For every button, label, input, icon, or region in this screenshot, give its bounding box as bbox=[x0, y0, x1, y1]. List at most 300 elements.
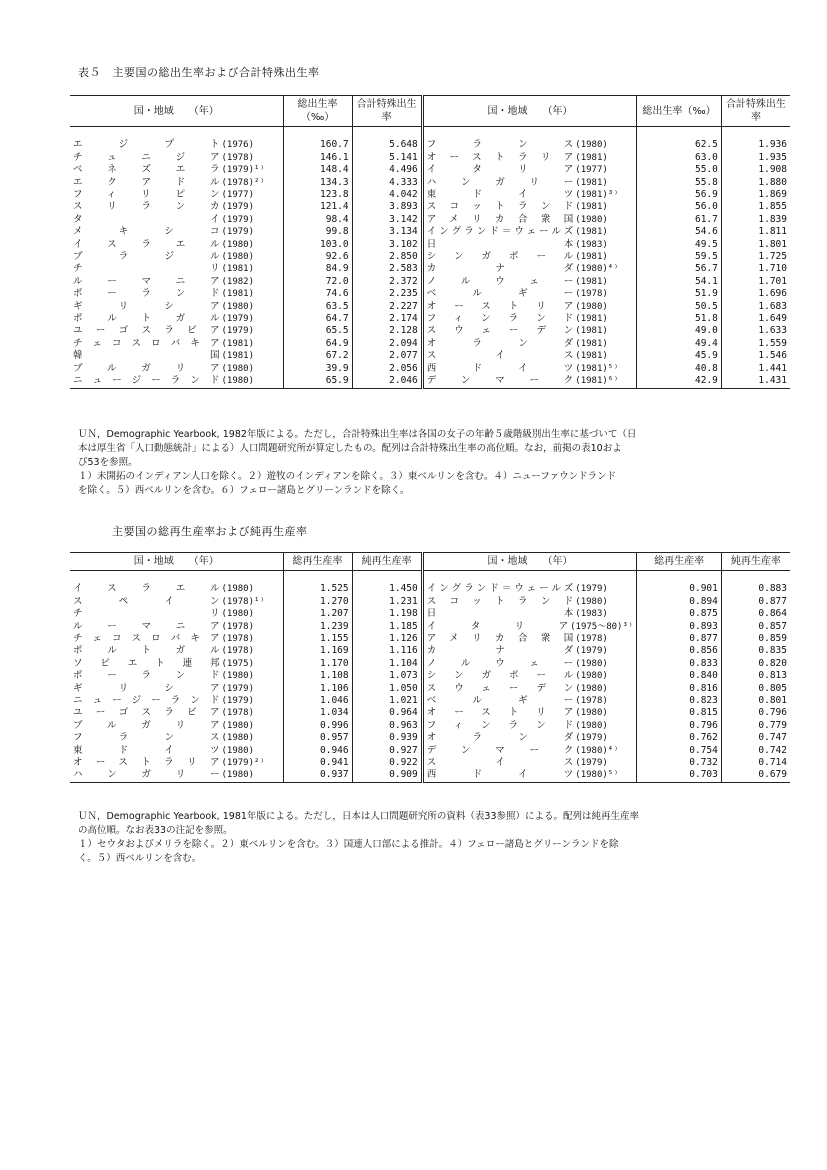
country-year: (1980) bbox=[221, 733, 255, 744]
country-name: ルーマニア bbox=[73, 620, 220, 632]
left-cbr-cell: 160.7 bbox=[283, 139, 352, 151]
left-cbr-cell: 64.9 bbox=[283, 338, 352, 350]
table-row bbox=[70, 720, 790, 732]
table-row bbox=[70, 375, 790, 388]
country-name: スリランカ bbox=[73, 201, 220, 213]
left-nrr-cell: 1.185 bbox=[352, 621, 422, 633]
country-name: イスラエル bbox=[73, 583, 220, 595]
left-grr-cell: 0.946 bbox=[283, 745, 352, 757]
left-tfr-cell: 3.142 bbox=[352, 214, 422, 226]
t1-note-line: 本は厚生省「人口動態統計」による）人口問題研究所が算定したもの。配列は合計特殊出生率の高位順。なお，前掲の表10およ bbox=[78, 443, 622, 454]
country-name: 日本 bbox=[426, 608, 574, 620]
country-name: オランダ bbox=[426, 337, 574, 349]
left-country-cell bbox=[70, 596, 283, 608]
country-name: スイス bbox=[426, 350, 574, 362]
left-nrr-cell: 0.963 bbox=[352, 720, 422, 732]
country-year: (1983) bbox=[575, 609, 608, 620]
left-country-cell bbox=[70, 363, 283, 375]
right-grr-cell: 0.856 bbox=[637, 645, 722, 657]
country-year: (1979) bbox=[575, 758, 608, 769]
right-tfr-cell: 1.683 bbox=[758, 300, 787, 312]
right-tfr-cell: 1.633 bbox=[758, 325, 787, 337]
country-year: (1980) bbox=[575, 658, 608, 669]
left-country-cell bbox=[70, 645, 283, 657]
table-row bbox=[70, 645, 790, 657]
right-grr-cell: 0.901 bbox=[637, 583, 722, 595]
right-cbr-cell: 42.9 bbox=[637, 375, 722, 388]
right-country-cell bbox=[422, 189, 637, 201]
right-tfr-cell: 1.701 bbox=[758, 275, 787, 287]
right-cbr-cell: 63.0 bbox=[637, 152, 722, 164]
left-nrr-cell: 0.927 bbox=[352, 745, 422, 757]
country-name: ハンガリー bbox=[426, 176, 574, 188]
table-row bbox=[70, 363, 790, 375]
table-row bbox=[70, 177, 790, 189]
left-tfr-cell: 3.893 bbox=[352, 201, 422, 213]
country-year: (1975) bbox=[221, 658, 255, 669]
left-country-cell bbox=[70, 177, 283, 189]
left-grr-cell: 1.170 bbox=[283, 658, 352, 670]
left-cbr-cell: 64.7 bbox=[283, 313, 352, 325]
right-grr-cell: 0.732 bbox=[637, 757, 722, 769]
left-nrr-cell: 1.104 bbox=[352, 658, 422, 670]
left-grr-cell: 1.270 bbox=[283, 596, 352, 608]
left-country-cell bbox=[70, 350, 283, 362]
left-nrr-cell: 1.198 bbox=[352, 608, 422, 620]
right-grr-cell: 0.877 bbox=[637, 633, 722, 645]
country-name: カナダ bbox=[426, 645, 574, 657]
table-row bbox=[70, 732, 790, 744]
country-name: ポルトガル bbox=[73, 645, 220, 657]
left-cbr-cell: 134.3 bbox=[283, 177, 352, 189]
country-year: (1979) bbox=[221, 326, 255, 337]
right-country-cell bbox=[422, 152, 637, 164]
left-grr-cell: 0.996 bbox=[283, 720, 352, 732]
left-country-cell bbox=[70, 707, 283, 719]
table-row bbox=[70, 596, 790, 608]
country-name: ブラジル bbox=[73, 251, 220, 263]
right-country-cell bbox=[422, 745, 637, 757]
country-year: (1979) bbox=[575, 584, 608, 595]
left-tfr-cell: 5.648 bbox=[352, 139, 422, 151]
country-name: ポーランド bbox=[73, 670, 220, 682]
country-year: (1978) bbox=[221, 634, 255, 645]
right-cbr-cell: 56.9 bbox=[637, 189, 722, 201]
right-cbr-cell: 51.8 bbox=[637, 313, 722, 325]
table-row bbox=[70, 201, 790, 213]
country-name: デンマーク bbox=[426, 375, 574, 387]
table2-notes bbox=[78, 810, 788, 866]
left-country-cell bbox=[70, 745, 283, 757]
country-year: (1980) bbox=[575, 683, 608, 694]
country-name: シンガポール bbox=[426, 251, 574, 263]
right-cbr-cell: 62.5 bbox=[637, 139, 722, 151]
table1-notes bbox=[78, 428, 788, 498]
right-cbr-cell: 49.0 bbox=[637, 325, 722, 337]
right-country-cell bbox=[422, 164, 637, 176]
right-nrr-cell: 0.714 bbox=[758, 757, 787, 769]
right-nrr-cell: 0.801 bbox=[758, 695, 787, 707]
country-name: ニュージーランド bbox=[73, 695, 220, 707]
country-year: (1980) bbox=[575, 214, 608, 225]
left-cbr-cell: 123.8 bbox=[283, 189, 352, 201]
table-row bbox=[70, 350, 790, 362]
right-country-cell bbox=[422, 375, 637, 388]
t1-note-line: １）未開拓のインディアン人口を除く。２）遊牧のインディアンを除く。３）東ベルリンを含む。４）ニューファウンドランド bbox=[78, 471, 617, 482]
country-year: (1980) bbox=[221, 609, 255, 620]
country-name: フランス bbox=[73, 732, 220, 744]
left-grr-cell: 1.525 bbox=[283, 583, 352, 595]
country-year: (1980) bbox=[221, 363, 255, 374]
country-name: スコットランド bbox=[426, 201, 574, 213]
country-name: ノルウェー bbox=[426, 657, 574, 669]
left-country-cell bbox=[70, 338, 283, 350]
left-country-cell bbox=[70, 670, 283, 682]
country-year: (1980) bbox=[221, 745, 255, 756]
left-country-cell bbox=[70, 633, 283, 645]
right-country-cell bbox=[422, 276, 637, 288]
country-name: オーストラリア bbox=[426, 151, 574, 163]
country-year: (1979) bbox=[221, 683, 255, 694]
right-tfr-cell: 1.725 bbox=[758, 251, 787, 263]
right-nrr-cell: 0.779 bbox=[758, 719, 787, 731]
t2-header-nrr-right: 純再生産率 bbox=[730, 556, 781, 567]
left-grr-cell: 1.207 bbox=[283, 608, 352, 620]
left-grr-cell: 0.957 bbox=[283, 732, 352, 744]
left-nrr-cell: 1.126 bbox=[352, 633, 422, 645]
left-tfr-cell: 5.141 bbox=[352, 152, 422, 164]
left-grr-cell: 1.155 bbox=[283, 633, 352, 645]
right-nrr-cell: 0.742 bbox=[758, 744, 787, 756]
country-year: (1979) bbox=[221, 214, 255, 225]
country-year: (1981)⁵⁾ bbox=[575, 363, 619, 374]
country-year: (1981) bbox=[221, 264, 255, 275]
left-cbr-cell: 74.6 bbox=[283, 288, 352, 300]
left-grr-cell: 1.046 bbox=[283, 695, 352, 707]
right-nrr-cell: 0.796 bbox=[758, 707, 787, 719]
right-country-cell bbox=[422, 621, 637, 633]
right-country-cell bbox=[422, 670, 637, 682]
country-year: (1976) bbox=[221, 140, 255, 151]
right-country-cell bbox=[422, 757, 637, 769]
t1-header-cbr-left: 総出生率（‰） bbox=[283, 96, 352, 127]
country-name: フィリピン bbox=[73, 189, 220, 201]
country-name: 東ドイツ bbox=[426, 189, 574, 201]
left-nrr-cell: 1.050 bbox=[352, 683, 422, 695]
country-year: (1981) bbox=[575, 177, 608, 188]
left-tfr-cell: 3.134 bbox=[352, 226, 422, 238]
country-name: 韓国 bbox=[73, 350, 220, 362]
right-nrr-cell: 0.835 bbox=[758, 645, 787, 657]
left-grr-cell: 1.239 bbox=[283, 621, 352, 633]
right-grr-cell: 0.894 bbox=[637, 596, 722, 608]
right-country-cell bbox=[422, 313, 637, 325]
t2-note-line: く。５）西ベルリンを含む。 bbox=[78, 853, 202, 864]
country-name: デンマーク bbox=[426, 744, 574, 756]
left-tfr-cell: 4.496 bbox=[352, 164, 422, 176]
table-row bbox=[70, 670, 790, 682]
country-year: (1981) bbox=[575, 338, 608, 349]
table-row bbox=[70, 757, 790, 769]
table-row bbox=[70, 707, 790, 719]
country-year: (1978)²⁾ bbox=[221, 177, 265, 188]
left-tfr-cell: 2.094 bbox=[352, 338, 422, 350]
right-tfr-cell: 1.855 bbox=[758, 201, 787, 213]
right-nrr-cell: 0.813 bbox=[758, 670, 787, 682]
country-name: エクアドル bbox=[73, 176, 220, 188]
country-year: (1980) bbox=[221, 720, 255, 731]
country-name: ユーゴスラビア bbox=[73, 707, 220, 719]
country-name: イタリア bbox=[426, 164, 574, 176]
right-tfr-cell: 1.839 bbox=[758, 213, 787, 225]
right-grr-cell: 0.703 bbox=[637, 769, 722, 782]
country-name: チリ bbox=[73, 263, 220, 275]
country-name: ソビエト連邦 bbox=[73, 657, 220, 669]
country-name: メキシコ bbox=[73, 226, 220, 238]
left-country-cell bbox=[70, 325, 283, 337]
right-tfr-cell: 1.880 bbox=[758, 176, 787, 188]
right-nrr-cell: 0.859 bbox=[758, 633, 787, 645]
right-country-cell bbox=[422, 633, 637, 645]
right-cbr-cell: 54.6 bbox=[637, 226, 722, 238]
left-grr-cell: 1.106 bbox=[283, 683, 352, 695]
right-cbr-cell: 61.7 bbox=[637, 214, 722, 226]
left-cbr-cell: 39.9 bbox=[283, 363, 352, 375]
right-country-cell bbox=[422, 325, 637, 337]
t2-note-line: １）セウタおよびメリラを除く。２）東ベルリンを含む。３）国連人口部による推計。４）フェロー諸島とグリーンランドを除 bbox=[78, 839, 619, 850]
country-name: イスラエル bbox=[73, 238, 220, 250]
right-country-cell bbox=[422, 769, 637, 782]
right-country-cell bbox=[422, 583, 637, 595]
country-year: (1979)¹⁾ bbox=[221, 165, 265, 176]
right-nrr-cell: 0.857 bbox=[758, 620, 787, 632]
left-country-cell bbox=[70, 757, 283, 769]
country-year: (1980)⁴⁾ bbox=[575, 264, 619, 275]
left-cbr-cell: 148.4 bbox=[283, 164, 352, 176]
right-cbr-cell: 55.0 bbox=[637, 164, 722, 176]
left-cbr-cell: 65.9 bbox=[283, 375, 352, 388]
country-name: ギリシア bbox=[73, 682, 220, 694]
t1-note-line: び53を参照。 bbox=[78, 457, 138, 468]
table-row bbox=[70, 251, 790, 263]
country-name: ユーゴスラビア bbox=[73, 325, 220, 337]
country-name: スコットランド bbox=[426, 595, 574, 607]
t1-header-country-right: 国・地域 （年） bbox=[422, 96, 637, 127]
country-year: (1979) bbox=[221, 202, 255, 213]
left-tfr-cell: 2.227 bbox=[352, 301, 422, 313]
table-row bbox=[70, 325, 790, 337]
right-grr-cell: 0.875 bbox=[637, 608, 722, 620]
table-row bbox=[70, 583, 790, 595]
country-year: (1980) bbox=[575, 720, 608, 731]
left-country-cell bbox=[70, 201, 283, 213]
left-grr-cell: 1.108 bbox=[283, 670, 352, 682]
left-tfr-cell: 2.583 bbox=[352, 263, 422, 275]
country-year: (1980) bbox=[221, 252, 255, 263]
country-name: ギリシア bbox=[73, 300, 220, 312]
left-tfr-cell: 3.102 bbox=[352, 239, 422, 251]
t2-note-line: の高位順。なお表33の注記を参照。 bbox=[78, 825, 233, 836]
left-cbr-cell: 92.6 bbox=[283, 251, 352, 263]
right-grr-cell: 0.754 bbox=[637, 745, 722, 757]
table-row bbox=[70, 189, 790, 201]
country-name: チェコスロバキア bbox=[73, 633, 220, 645]
country-name: ニュージーランド bbox=[73, 375, 220, 387]
right-cbr-cell: 56.7 bbox=[637, 263, 722, 275]
country-year: (1980) bbox=[575, 140, 608, 151]
table-row bbox=[70, 658, 790, 670]
right-country-cell bbox=[422, 596, 637, 608]
country-year: (1979) bbox=[575, 733, 608, 744]
country-name: カナダ bbox=[426, 263, 574, 275]
country-year: (1978) bbox=[575, 634, 608, 645]
country-name: オーストリア bbox=[426, 707, 574, 719]
right-country-cell bbox=[422, 350, 637, 362]
right-cbr-cell: 45.9 bbox=[637, 350, 722, 362]
left-tfr-cell: 2.235 bbox=[352, 288, 422, 300]
t2-header-country-left: 国・地域 （年） bbox=[70, 553, 283, 571]
country-year: (1980) bbox=[221, 584, 255, 595]
left-cbr-cell: 98.4 bbox=[283, 214, 352, 226]
left-cbr-cell: 121.4 bbox=[283, 201, 352, 213]
country-year: (1977) bbox=[575, 165, 608, 176]
country-year: (1978) bbox=[221, 152, 255, 163]
country-year: (1978)¹⁾ bbox=[221, 596, 265, 607]
t1-header-tfr-right: 合計特殊出生率 bbox=[725, 99, 786, 123]
left-nrr-cell: 1.231 bbox=[352, 596, 422, 608]
right-country-cell bbox=[422, 683, 637, 695]
country-year: (1980)⁴⁾ bbox=[575, 745, 619, 756]
right-country-cell bbox=[422, 226, 637, 238]
country-year: (1981)³⁾ bbox=[575, 190, 619, 201]
right-tfr-cell: 1.546 bbox=[758, 350, 787, 362]
left-country-cell bbox=[70, 214, 283, 226]
right-country-cell bbox=[422, 201, 637, 213]
right-country-cell bbox=[422, 239, 637, 251]
left-nrr-cell: 0.939 bbox=[352, 732, 422, 744]
table-row bbox=[70, 139, 790, 151]
right-country-cell bbox=[422, 732, 637, 744]
country-name: チュニジア bbox=[73, 151, 220, 163]
table-row bbox=[70, 239, 790, 251]
country-name: ポーランド bbox=[73, 288, 220, 300]
left-country-cell bbox=[70, 695, 283, 707]
country-year: (1981) bbox=[575, 202, 608, 213]
right-tfr-cell: 1.559 bbox=[758, 337, 787, 349]
right-cbr-cell: 54.1 bbox=[637, 276, 722, 288]
left-nrr-cell: 1.450 bbox=[352, 583, 422, 595]
right-country-cell bbox=[422, 139, 637, 151]
left-country-cell bbox=[70, 226, 283, 238]
left-country-cell bbox=[70, 276, 283, 288]
country-year: (1980) bbox=[575, 596, 608, 607]
left-tfr-cell: 2.128 bbox=[352, 325, 422, 337]
country-year: (1981) bbox=[575, 351, 608, 362]
t1-header-cbr-right: 総出生率（‰） bbox=[637, 96, 722, 127]
country-year: (1979) bbox=[221, 227, 255, 238]
right-tfr-cell: 1.935 bbox=[758, 151, 787, 163]
right-tfr-cell: 1.431 bbox=[758, 375, 787, 387]
t1-header-tfr-left: 合計特殊出生率 bbox=[352, 96, 422, 127]
country-year: (1981) bbox=[575, 314, 608, 325]
left-country-cell bbox=[70, 769, 283, 782]
right-tfr-cell: 1.649 bbox=[758, 313, 787, 325]
country-year: (1981) bbox=[575, 276, 608, 287]
table-row bbox=[70, 263, 790, 275]
right-tfr-cell: 1.801 bbox=[758, 238, 787, 250]
right-cbr-cell: 49.4 bbox=[637, 338, 722, 350]
left-nrr-cell: 0.922 bbox=[352, 757, 422, 769]
right-nrr-cell: 0.820 bbox=[758, 657, 787, 669]
left-tfr-cell: 2.077 bbox=[352, 350, 422, 362]
left-tfr-cell: 4.333 bbox=[352, 177, 422, 189]
right-cbr-cell: 55.8 bbox=[637, 177, 722, 189]
table-row bbox=[70, 288, 790, 300]
right-grr-cell: 0.816 bbox=[637, 683, 722, 695]
left-cbr-cell: 63.5 bbox=[283, 301, 352, 313]
right-nrr-cell: 0.679 bbox=[758, 769, 787, 781]
table-row bbox=[70, 276, 790, 288]
country-year: (1980) bbox=[221, 376, 255, 387]
country-name: ハンガリー bbox=[73, 769, 220, 781]
t2-header-nrr-left: 純再生産率 bbox=[352, 553, 422, 571]
country-year: (1979)²⁾ bbox=[221, 758, 265, 769]
right-country-cell bbox=[422, 707, 637, 719]
right-nrr-cell: 0.864 bbox=[758, 608, 787, 620]
t2-note-line: ＵＮ，Demographic Yearbook, 1981年版による。ただし，日本は人口問題研究所の資料（表33参照）による。配列は純再生産率 bbox=[78, 811, 639, 822]
left-nrr-cell: 1.073 bbox=[352, 670, 422, 682]
table2 bbox=[70, 552, 790, 783]
table-row bbox=[70, 338, 790, 350]
table-row bbox=[70, 695, 790, 707]
right-country-cell bbox=[422, 288, 637, 300]
right-grr-cell: 0.815 bbox=[637, 707, 722, 719]
country-year: (1978) bbox=[221, 708, 255, 719]
country-year: (1979) bbox=[221, 696, 255, 707]
left-cbr-cell: 67.2 bbox=[283, 350, 352, 362]
country-name: イタリア bbox=[426, 620, 569, 632]
table-row bbox=[70, 683, 790, 695]
country-year: (1982) bbox=[221, 276, 255, 287]
country-year: (1978) bbox=[575, 696, 608, 707]
right-nrr-cell: 0.805 bbox=[758, 682, 787, 694]
left-cbr-cell: 72.0 bbox=[283, 276, 352, 288]
country-year: (1980) bbox=[221, 301, 255, 312]
left-cbr-cell: 146.1 bbox=[283, 152, 352, 164]
left-country-cell bbox=[70, 164, 283, 176]
left-grr-cell: 0.941 bbox=[283, 757, 352, 769]
table-row bbox=[70, 164, 790, 176]
country-name: スイス bbox=[426, 757, 574, 769]
country-name: アメリカ合衆国 bbox=[426, 633, 574, 645]
country-name: イングランド＝ウェールズ bbox=[426, 226, 574, 238]
left-cbr-cell: 103.0 bbox=[283, 239, 352, 251]
country-year: (1981) bbox=[575, 252, 608, 263]
right-tfr-cell: 1.696 bbox=[758, 288, 787, 300]
right-grr-cell: 0.840 bbox=[637, 670, 722, 682]
country-year: (1978) bbox=[221, 621, 255, 632]
left-country-cell bbox=[70, 732, 283, 744]
country-name: スペイン bbox=[73, 595, 220, 607]
country-year: (1979) bbox=[221, 314, 255, 325]
left-cbr-cell: 99.8 bbox=[283, 226, 352, 238]
left-country-cell bbox=[70, 608, 283, 620]
country-year: (1977) bbox=[221, 190, 255, 201]
right-country-cell bbox=[422, 251, 637, 263]
right-grr-cell: 0.796 bbox=[637, 720, 722, 732]
right-cbr-cell: 56.0 bbox=[637, 201, 722, 213]
left-tfr-cell: 2.850 bbox=[352, 251, 422, 263]
